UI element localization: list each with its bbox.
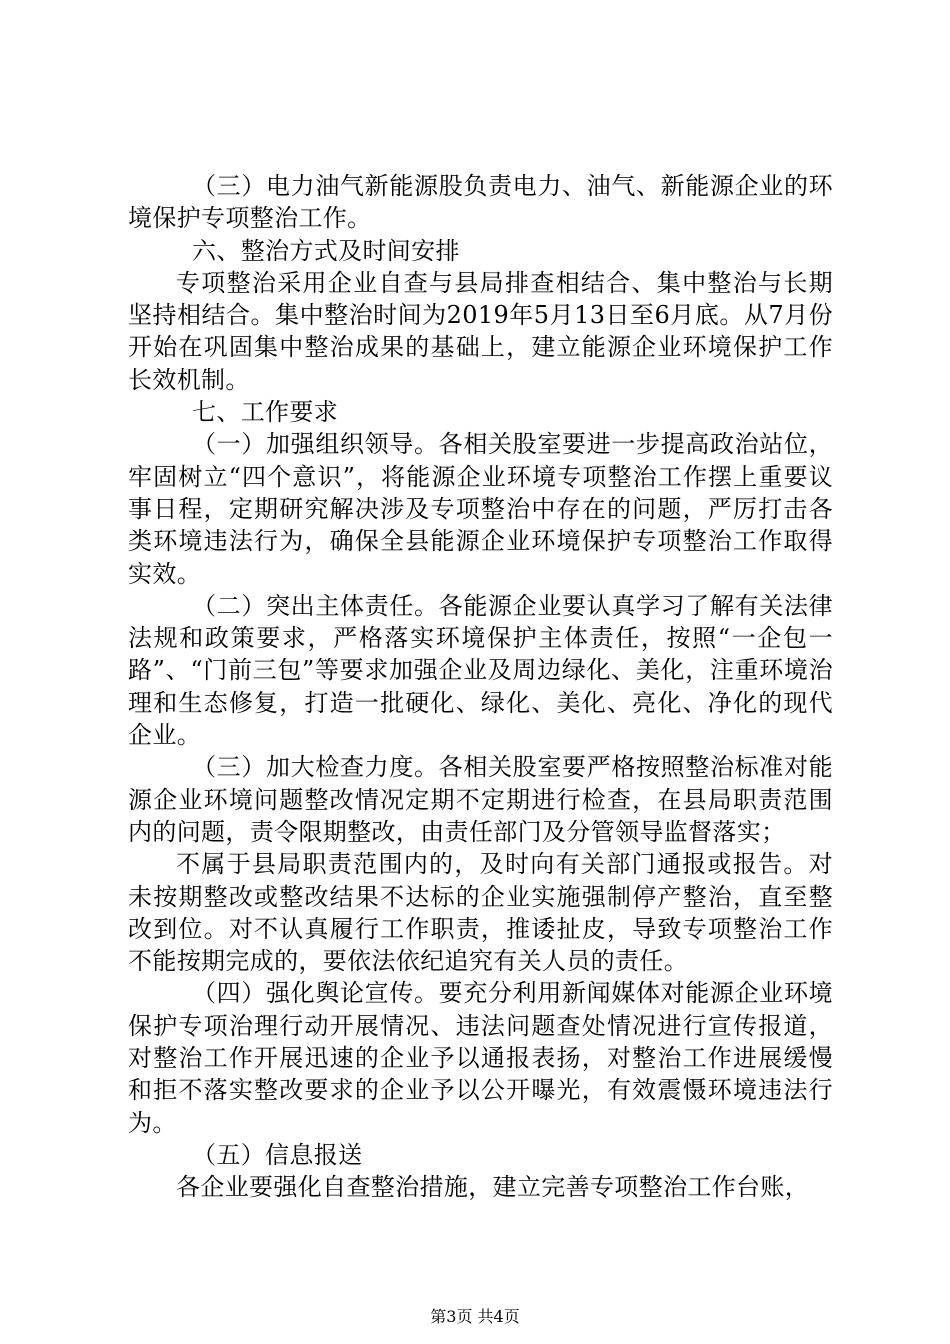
heading-requirement-5: （五）信息报送 [192,1140,363,1169]
paragraph-requirement-1: （一）加强组织领导。各相关股室要进一步提高政治站位，牢固树立“四个意识”，将能源企业环境专项整治工作摆上重要议事日程，定期研究解决涉及专项整治中存在的问题，严厉打击各类环境违法行为，确保全县能源企业环境保护专项整治工作取得实效。 [128,430,833,588]
paragraph-rectification-schedule: 专项整治采用企业自查与县局排查相结合、集中整治与长期坚持相结合。集中整治时间为2019年5月13日至6月底。从7月份开始在巩固集中整治成果的基础上，建立能源企业环境保护工作长效机制。 [128,268,833,394]
document-body [128,170,833,1204]
heading-section-seven: 七、工作要求 [192,398,339,427]
heading-section-six: 六、整治方式及时间安排 [192,236,460,265]
paragraph-power-oil-gas-duty: （三）电力油气新能源股负责电力、油气、新能源企业的环境保护专项整治工作。 [128,172,833,233]
page-number-label: 第3页 共4页 [430,1307,520,1326]
page-footer [0,1307,950,1327]
paragraph-requirement-4: （四）强化舆论宣传。要充分利用新闻媒体对能源企业环境保护专项治理行动开展情况、违法问题查处情况进行宣传报道，对整治工作开展迅速的企业予以通报表扬，对整治工作进展缓慢和拒不落实整改要求的企业予以公开曝光，有效震慑环境违法行为。 [128,979,833,1137]
paragraph-requirement-3-continued: 不属于县局职责范围内的，及时向有关部门通报或报告。对未按期整改或整改结果不达标的企业实施强制停产整治，直至整改到位。对不认真履行工作职责，推诿扯皮，导致专项整治工作不能按期完成的，要依法依纪追究有关人员的责任。 [128,850,833,976]
paragraph-requirement-5: 各企业要强化自查整治措施，建立完善专项整治工作台账， [176,1173,810,1202]
paragraph-requirement-2: （二）突出主体责任。各能源企业要认真学习了解有关法律法规和政策要求，严格落实环境保护主体责任，按照“一企包一路”、“门前三包”等要求加强企业及周边绿化、美化，注重环境治理和生态修复，打造一批硬化、绿化、美化、亮化、净化的现代企业。 [128,591,833,750]
paragraph-requirement-3: （三）加大检查力度。各相关股室要严格按照整治标准对能源企业环境问题整改情况定期不定期进行检查，在县局职责范围内的问题，责令限期整改，由责任部门及分管领导监督落实； [128,753,833,846]
